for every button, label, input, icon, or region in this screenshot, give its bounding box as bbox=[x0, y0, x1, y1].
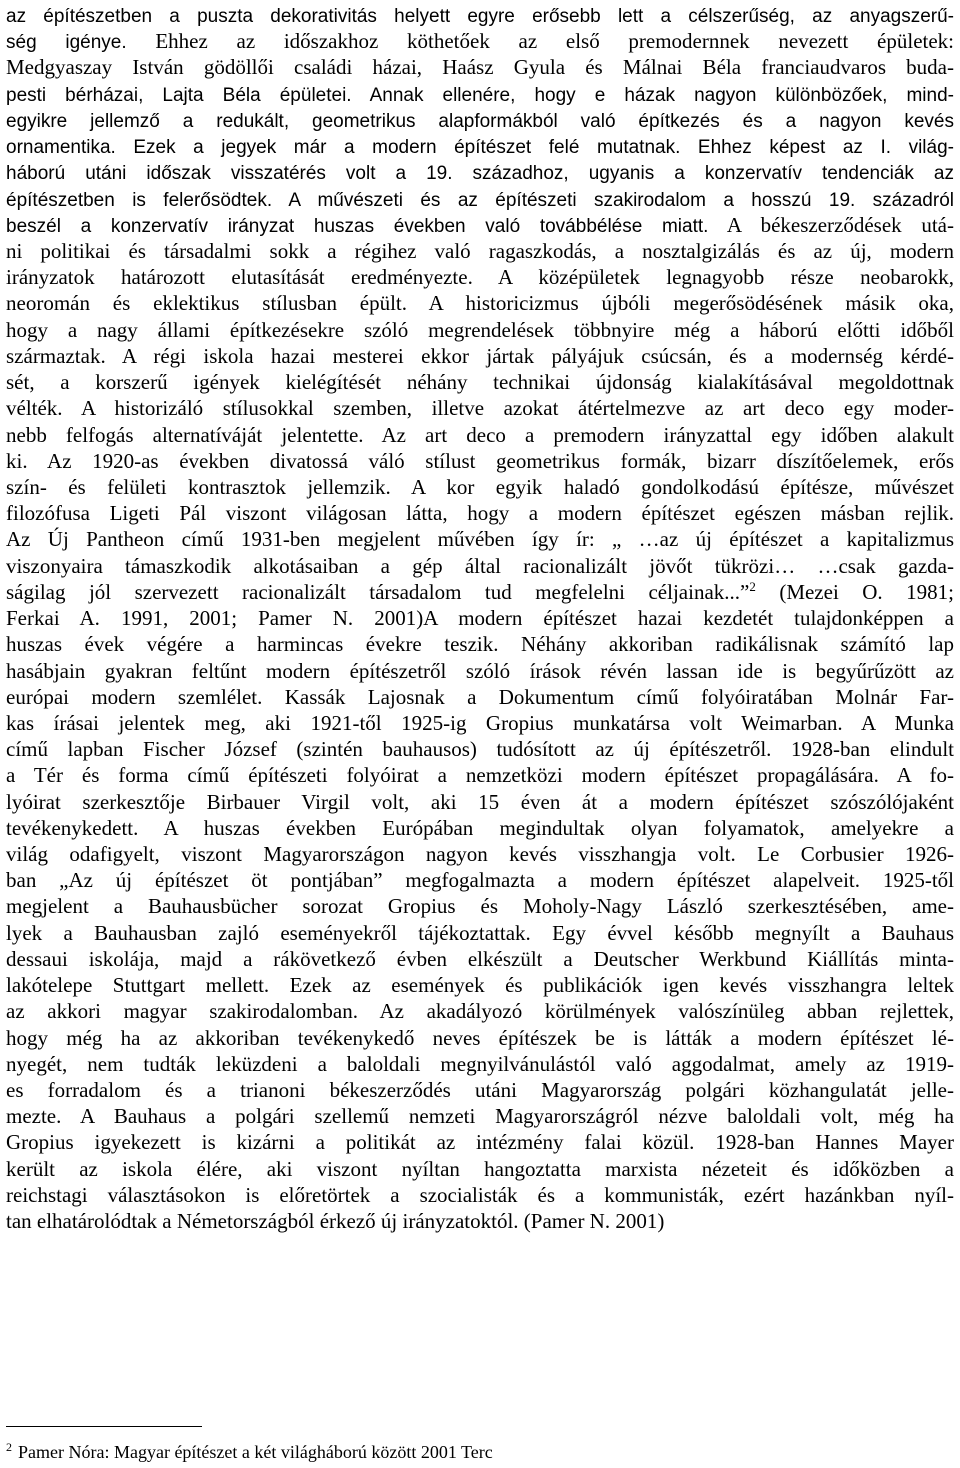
text-segment: es forradalom és a trianoni békeszerződés utáni Magyarország polgári közhangulatát jelle- bbox=[6, 1078, 954, 1103]
text-line bbox=[6, 815, 954, 841]
text-line bbox=[6, 54, 954, 80]
text-line bbox=[6, 684, 954, 710]
text-line bbox=[6, 1051, 954, 1077]
text-segment: reichstagi választásokon is előretörtek a szocialisták és a kommunisták, ezért hazánkban nyíl- bbox=[6, 1182, 954, 1207]
text-line bbox=[6, 789, 954, 815]
text-segment: lakótelepe Stuttgart mellett. Ezek az események és publikációk igen kevés visszhangra leltek bbox=[6, 973, 954, 998]
footnote-divider bbox=[6, 1426, 202, 1427]
text-line bbox=[6, 395, 954, 421]
text-segment: tan elhatárolódtak a Németországból érkező új irányzatoktól. (Pamer N. 2001) bbox=[6, 1209, 665, 1234]
text-line bbox=[6, 81, 954, 107]
text-segment: származtak. A régi iskola hazai mesterei ekkor jártak pályájuk csúcsán, és a modernség kérdé- bbox=[6, 343, 954, 368]
text-line bbox=[6, 579, 954, 605]
text-segment: ni politikai és társadalmi sokk a régihez való ragaszkodás, a nosztalgizálás és az új, modern bbox=[6, 238, 954, 263]
text-line bbox=[6, 448, 954, 474]
text-segment: vélték. A historizáló stílusokkal szemben, illetve azokat átértelmezve az art deco egy moder- bbox=[6, 396, 954, 421]
text-segment: mezte. A Bauhaus a polgári szellemű nemzeti Magyarországról nézve baloldali volt, még ha bbox=[6, 1104, 954, 1129]
text-line bbox=[6, 893, 954, 919]
text-line bbox=[6, 474, 954, 500]
text-line bbox=[6, 212, 954, 238]
text-segment: építészetben is felerősödtek. A művészeti és az építészeti szakirodalom a hosszú 19. századról bbox=[6, 189, 954, 211]
text-line bbox=[6, 500, 954, 526]
text-line bbox=[6, 1025, 954, 1051]
text-segment: egyikre jellemző a redukált, geometrikus alapformákból való építkezés és a nagyon kevés bbox=[6, 110, 954, 132]
text-segment: háború utáni időszak visszatérés volt a 19. századhoz, ugyanis a konzervatív tendenciák az bbox=[6, 163, 954, 185]
text-segment: tevékenykedett. A huszas években Európában megindultak olyan folyamatok, amelyekre a bbox=[6, 815, 954, 840]
text-line bbox=[6, 526, 954, 552]
text-segment: az építészetben a puszta dekorativitás helyett egyre erősebb lett a célszerűség, az anyagszerű- bbox=[6, 6, 954, 27]
text-line bbox=[6, 317, 954, 343]
text-line bbox=[6, 553, 954, 579]
text-line bbox=[6, 28, 954, 54]
text-line bbox=[6, 343, 954, 369]
text-line bbox=[6, 369, 954, 395]
text-segment: ki. Az 1920-as években divatossá váló stílust geometrikus formák, bizarr díszítőelemek, erős bbox=[6, 448, 954, 473]
text-line bbox=[6, 841, 954, 867]
text-segment: került az iskola élére, aki viszont nyíltan hangoztatta marxista nézeteit és időközben a bbox=[6, 1156, 954, 1181]
text-line bbox=[6, 1156, 954, 1182]
text-segment: ornamentika. Ezek a jegyek már a modern építészet felé mutatnak. Ehhez képest az I. világ- bbox=[6, 137, 954, 159]
text-segment: az akkori magyar szakirodalomban. Az akadályozó körülmények valószínüleg abban rejlettek, bbox=[6, 999, 954, 1024]
text-segment: filozófusa Ligeti Pál viszont világosan látta, hogy a modern építészet egészen másban rejlik. bbox=[6, 501, 954, 526]
text-line bbox=[6, 159, 954, 185]
text-segment: szín- és felületi kontrasztok jellemzik. A kor egyik haladó gondolkodású építésze, művészet bbox=[6, 474, 954, 499]
text-line bbox=[6, 920, 954, 946]
text-segment: sét, a korszerű igények kielégítését néhány technikai újdonság kialakításával megoldottnak bbox=[6, 370, 954, 395]
text-segment: Gropius igyekezett is kizárni a politikát az intézmény falai közül. 1928-ban Hannes Mayer bbox=[6, 1130, 954, 1155]
text-line bbox=[6, 186, 954, 212]
text-line bbox=[6, 1208, 954, 1234]
text-line bbox=[6, 1182, 954, 1208]
text-segment: Ehhez az időszakhoz köthetőek az első premodernnek nevezett épületek: bbox=[126, 29, 954, 54]
text-line bbox=[6, 972, 954, 998]
text-segment: világ odafigyelt, viszont Magyarországon nagyon kevés visszhangja volt. Le Corbusier 1926- bbox=[6, 842, 954, 867]
text-segment: nyegét, nem tudták leküzdeni a baloldali megnyilvánulástól való aggodalmat, amely az 1919- bbox=[6, 1051, 954, 1076]
text-segment: ban „Az új építészet öt pontjában” megfogalmazta a modern építészet alapelveit. 1925-től bbox=[6, 868, 954, 893]
text-line bbox=[6, 238, 954, 264]
text-segment: európai modern szemlélet. Kassák Lajosnak a Dokumentum című folyóiratában Molnár Far- bbox=[6, 684, 954, 709]
text-line bbox=[6, 658, 954, 684]
text-line bbox=[6, 2, 954, 28]
text-segment: lyóirat szerkesztője Birbauer Virgil volt, aki 15 éven át a modern építészet szószólójaként bbox=[6, 789, 954, 814]
text-line bbox=[6, 290, 954, 316]
text-line bbox=[6, 867, 954, 893]
text-segment: A békeszerződések utá- bbox=[708, 212, 954, 237]
text-line bbox=[6, 998, 954, 1024]
text-segment: megjelent a Bauhausbücher sorozat Gropius és Moholy-Nagy László szerkesztésében, ame- bbox=[6, 894, 954, 919]
text-line bbox=[6, 1129, 954, 1155]
text-segment: kas írásai jelentek meg, aki 1921-től 1925-ig Gropius munkatársa volt Weimarban. A Munka bbox=[6, 710, 954, 735]
text-line bbox=[6, 762, 954, 788]
text-line bbox=[6, 736, 954, 762]
text-segment: pesti bérházai, Lajta Béla épületei. Annak ellenére, hogy e házak nagyon különbözőek, mind- bbox=[6, 84, 954, 106]
text-line bbox=[6, 133, 954, 159]
text-segment: irányzatok határozott elutasítását eredményezte. A középületek legnagyobb része neobarokk, bbox=[6, 265, 954, 290]
text-segment: neoromán és eklektikus stílusban épült. A historicizmus újbóli megerősödésének másik oka, bbox=[6, 291, 954, 316]
text-segment: Ferkai A. 1991, 2001; Pamer N. 2001)A modern építészet hazai kezdetét tulajdonképpen a bbox=[6, 606, 954, 631]
text-line bbox=[6, 710, 954, 736]
text-segment: ságilag jól szervezett racionalizált társadalom tud megfelelni céljainak...” bbox=[6, 579, 750, 604]
text-segment: nebb felfogás alternatíváját jelentette. Az art deco a premodern irányzattal egy időben alakult bbox=[6, 422, 954, 447]
text-segment: hogy még ha az akkoriban tevékenykedő neves építészek be is látták a modern építészet lé- bbox=[6, 1025, 954, 1050]
text-segment: hasábjain gyakran feltűnt modern építészetről szóló írások révén lassan ide is begyűrűzött az bbox=[6, 658, 954, 683]
footnote-text: Pamer Nóra: Magyar építészet a két világháború között 2001 Terc bbox=[18, 1442, 493, 1462]
text-segment: Az Új Pantheon című 1931-ben megjelent művében így ír: „ …az új építészet a kapitalizmus bbox=[6, 527, 954, 552]
text-segment: hogy a nagy állami építkezésekre szóló megrendelések többnyire még a háború előtti időből bbox=[6, 317, 954, 342]
footnote-mark: 2 bbox=[6, 1440, 12, 1454]
text-line bbox=[6, 264, 954, 290]
text-line bbox=[6, 946, 954, 972]
text-line bbox=[6, 605, 954, 631]
text-segment: beszél a konzervatív irányzat huszas években való továbbélése miatt. bbox=[6, 215, 709, 237]
text-line bbox=[6, 1103, 954, 1129]
text-segment: című lapban Fischer József (szintén bauhausos) tudósított az új építészetről. 1928-ban elindult bbox=[6, 737, 954, 762]
text-line bbox=[6, 1077, 954, 1103]
text-segment: 2 bbox=[749, 578, 756, 594]
text-segment: dessaui iskolája, majd a rákövetkező évben elkészült a Deutscher Werkbund Kiállítás minta- bbox=[6, 946, 954, 971]
text-line bbox=[6, 422, 954, 448]
text-segment: a Tér és forma című építészeti folyóirat a nemzetközi modern építészet propagálására. A fo- bbox=[6, 763, 954, 788]
text-line bbox=[6, 107, 954, 133]
text-segment: lyek a Bauhausban zajló eseményekről tájékoztattak. Egy évvel később megnyílt a Bauhaus bbox=[6, 920, 954, 945]
text-line bbox=[6, 631, 954, 657]
text-segment: viszonyaira támaszkodik alkotásaiban a gép által racionalizált jövőt tükrözi… …csak gazda- bbox=[6, 553, 954, 578]
text-segment: huszas évek végére a harmincas évekre teszik. Néhány akkoriban radikálisnak számító lap bbox=[6, 632, 954, 657]
text-segment: Medgyaszay István gödöllői családi házai, Haász Gyula és Málnai Béla franciaudvaros buda- bbox=[6, 55, 954, 80]
text-segment: (Mezei O. 1981; bbox=[755, 579, 954, 604]
text-segment: ség igénye. bbox=[6, 32, 127, 54]
footnote bbox=[6, 1440, 493, 1464]
